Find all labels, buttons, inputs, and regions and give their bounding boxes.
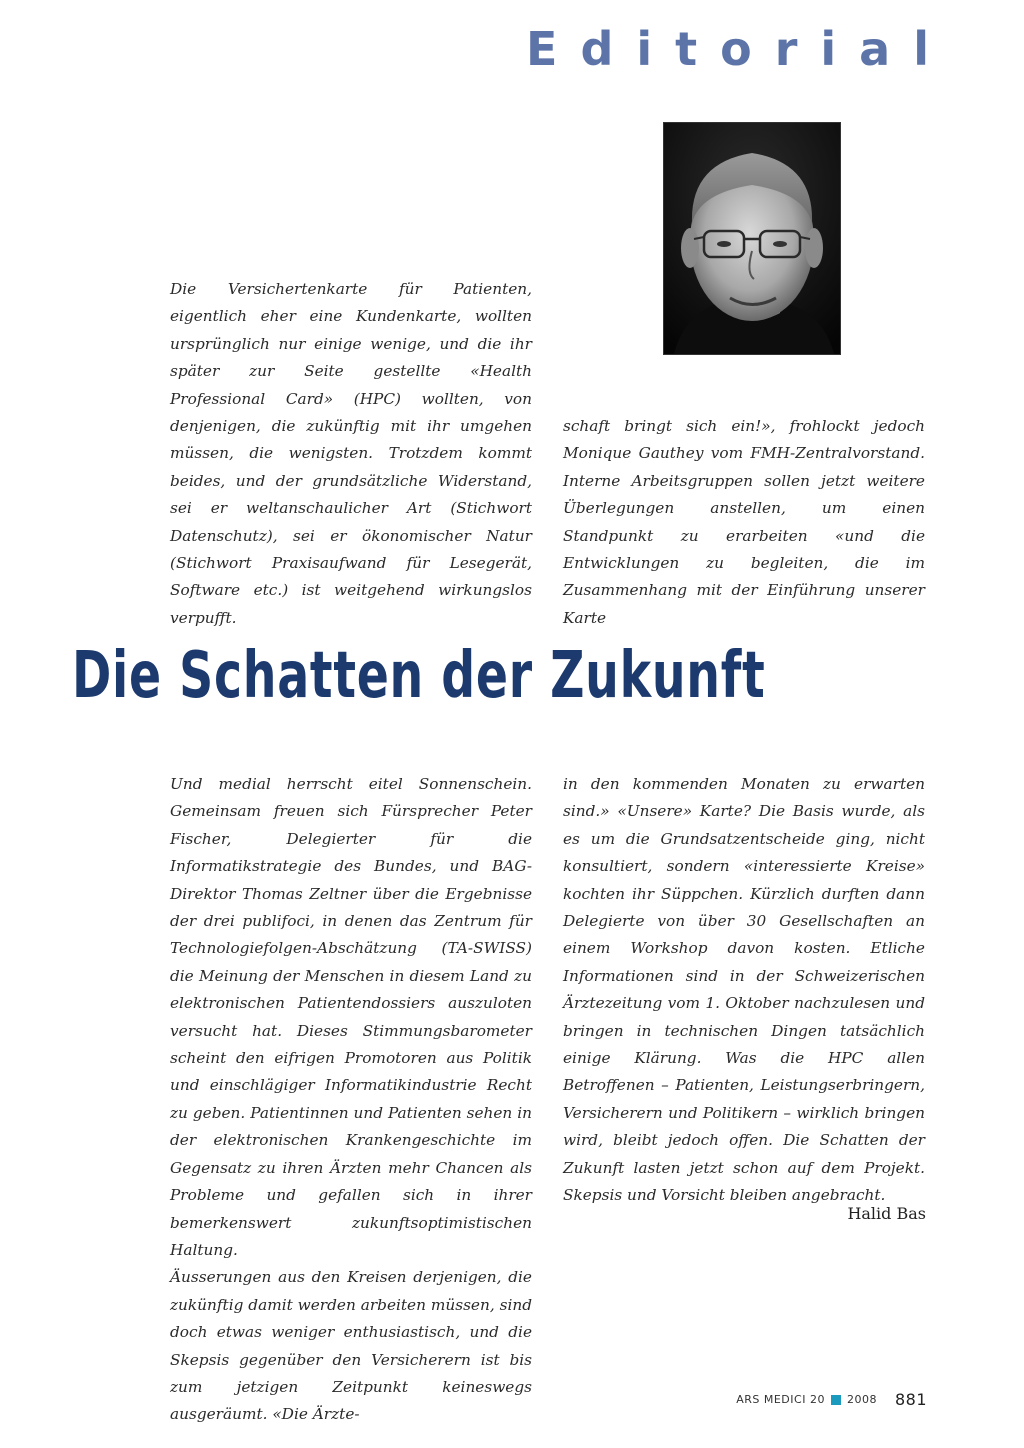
body-column-right bbox=[563, 771, 925, 1210]
page-footer bbox=[736, 1390, 927, 1409]
section-label: Editorial bbox=[526, 22, 952, 76]
intro-paragraph-right: schaft bringt sich ein!», frohlockt jedoch Monique Gauthey vom FMH-Zentralvorstand. Interne Arbeitsgruppen sollen jetzt weitere Überlegungen anstellen, um einen Standpunkt zu erarbeiten «und die Entwicklungen zu begleiten, die im Zusammenhang mit der Einführung unserer Karte bbox=[563, 417, 925, 627]
article-headline: Die Schatten der Zukunft bbox=[72, 639, 766, 713]
author-signature: Halid Bas bbox=[847, 1204, 926, 1223]
body-paragraph-3: in den kommenden Monaten zu erwarten sind.» «Unsere» Karte? Die Basis wurde, als es um die Grundsatzentscheide ging, nicht konsultiert, sondern «interessierte Kreise» kochten ihr Süppchen. Kürzlich durften dann Delegierte von über 30 Gesellschaften an einem Workshop davon kosten. Etliche Informationen sind in der Schweizerischen Ärztezeitung vom 1. Oktober nachzulesen und bringen in technischen Dingen tatsächlich einige Klärung. Was die HPC allen Betroffenen – Patienten, Leistungserbringern, Versicherern und Politikern – wirklich bringen wird, bleibt jedoch offen. Die Schatten der Zukunft lasten jetzt schon auf dem Projekt. Skepsis und Vorsicht bleiben angebracht. bbox=[563, 775, 925, 1205]
journal-year: 2008 bbox=[846, 1393, 877, 1406]
journal-name: ARS MEDICI 20 bbox=[736, 1393, 825, 1406]
page-number: 881 bbox=[894, 1390, 927, 1409]
author-photo bbox=[663, 122, 841, 355]
intro-paragraph-left: Die Versichertenkarte für Patienten, eigentlich eher eine Kundenkarte, wollten ursprünglich nur einige wenige, und die ihr später zur Seite gestellte «Health Professional Card» (HPC) wollten, von denjenigen, die zukünftig mit ihr umgehen müssen, die wenigsten. Trotzdem kommt beides, und der grundsätzliche Widerstand, sei er weltanschaulicher Art (Stichwort Datenschutz), sei er ökonomischer Natur (Stichwort Praxisaufwand für Lesegerät, Software etc.) ist weitgehend wirkungslos verpufft. bbox=[170, 280, 532, 627]
body-column-left bbox=[170, 771, 532, 1429]
body-paragraph-2: Äusserungen aus den Kreisen derjenigen, die zukünftig damit werden arbeiten müssen, sind doch etwas weniger enthusiastisch, und die Skepsis gegenüber den Versicherern ist bis zum jetzigen Zeitpunkt keineswegs ausgeräumt. «Die Ärzte- bbox=[170, 1268, 532, 1424]
square-separator-icon bbox=[831, 1395, 841, 1405]
intro-column-left bbox=[170, 276, 532, 632]
body-paragraph-1: Und medial herrscht eitel Sonnenschein. Gemeinsam freuen sich Fürsprecher Peter Fischer, Delegierter für die Informatikstrategie des Bundes, und BAG-Direktor Thomas Zeltner über die Ergebnisse der drei publifoci, in denen das Zentrum für Technologiefolgen-Abschätzung (TA-SWISS) die Meinung der Menschen in diesem Land zu elektronischen Patientendossiers auszuloten versucht hat. Dieses Stimmungsbarometer scheint den eifrigen Promotoren aus Politik und einschlägiger Informatikindustrie Recht zu geben. Patientinnen und Patienten sehen in der elektronischen Krankengeschichte im Gegensatz zu ihren Ärzten mehr Chancen als Probleme und gefallen sich in ihrer bemerkenswert zukunftsoptimistischen Haltung. bbox=[170, 775, 532, 1259]
intro-column-right bbox=[563, 413, 925, 632]
